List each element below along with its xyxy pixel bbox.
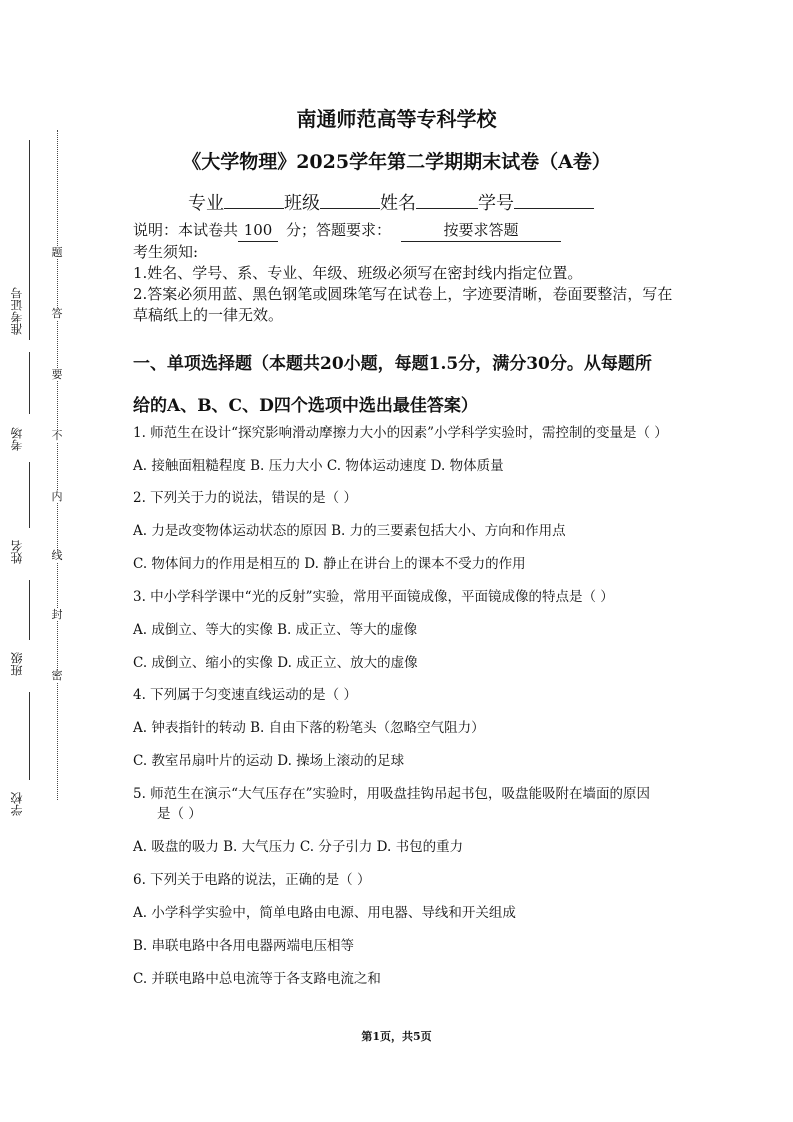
seal-char: 内 [51,490,63,503]
answer-requirement: 按要求答题 [401,220,561,242]
student-info-row [188,189,594,215]
question-2-options-1: A. 力是改变物体运动状态的原因 B. 力的三要素包括大小、方向和作用点 [133,523,566,539]
question-4-stem: 4. 下列属于匀变速直线运动的是（ ） [133,687,357,703]
seal-char: 答 [51,307,63,320]
exam-notes [133,220,678,326]
question-2-stem: 2. 下列关于力的说法，错误的是（ ） [133,490,357,506]
notes-title: 考生须知: [133,243,199,261]
notes-item-1: 1.姓名、学号、系、专业、年级、班级必须写在密封线内指定位置。 [133,264,583,282]
info-label-name: 姓名 [380,193,416,214]
section-heading-line2: 给的A、B、C、D四个选项中选出最佳答案） [133,396,478,416]
question-4-options-2: C. 教室吊扇叶片的运动 D. 操场上滚动的足球 [133,753,405,769]
question-5-options: A. 吸盘的吸力 B. 大气压力 C. 分子引力 D. 书包的重力 [133,839,464,855]
seal-char: 题 [51,246,63,259]
seal-char: 不 [51,429,63,442]
notes-item-2: 2.答案必须用蓝、黑色钢笔或圆珠笔写在试卷上，字迹要清晰，卷面要整洁，写在草稿纸上的一律无效。 [133,285,673,324]
question-1-stem: 1. 师范生在设计“探究影响滑动摩擦力大小的因素”小学科学实验时，需控制的变量是（ ） [133,425,668,441]
question-6-option-c: C. 并联电路中总电流等于各支路电流之和 [133,971,381,987]
binding-margin [10,130,70,820]
question-4-options-1: A. 钟表指针的转动 B. 自由下落的粉笔头（忽略空气阻力） [133,720,485,736]
total-score: 100 [238,220,278,242]
question-5-stem: 5. 师范生在演示“大气压存在”实验时，用吸盘挂钩吊起书包，吸盘能吸附在墙面的原因 [133,786,650,802]
info-label-student-id: 学号 [478,193,514,214]
seal-char: 封 [51,608,63,621]
notes-prefix: 说明：本试卷共 [133,221,239,239]
name-blank[interactable] [416,190,478,209]
section-heading-line1: 一、单项选择题（本题共20小题，每题1.5分，满分30分。从每题所 [133,354,652,374]
notes-mid: 分；答题要求： [286,221,392,239]
margin-field-school [10,785,32,825]
margin-field-class [10,645,32,685]
margin-label-exam-room: 考场 [10,427,24,451]
seal-line [57,130,58,800]
question-3-stem: 3. 中小学科学课中“光的反射”实验，常用平面镜成像，平面镜成像的特点是（ ） [133,589,614,605]
page-footer: 第1页，共5页 [361,1030,432,1043]
margin-line-class [29,580,30,640]
margin-label-exam-number: 准考证号 [10,287,24,335]
margin-field-name [10,533,32,573]
notes-line-1 [133,220,678,242]
question-1-options: A. 接触面粗糙程度 B. 压力大小 C. 物体运动速度 D. 物体质量 [133,458,504,474]
exam-title: 《大学物理》2025学年第二学期期末试卷（A卷） [182,151,611,173]
question-5-stem-cont: 是（ ） [157,806,202,822]
major-blank[interactable] [224,190,284,209]
class-blank[interactable] [320,190,380,209]
question-6-option-a: A. 小学科学实验中，简单电路由电源、用电器、导线和开关组成 [133,905,516,921]
info-label-class: 班级 [284,193,320,214]
seal-char: 密 [51,669,63,682]
margin-label-name: 姓名 [10,540,24,564]
question-6-stem: 6. 下列关于电路的说法，正确的是（ ） [133,872,371,888]
school-title: 南通师范高等专科学校 [296,107,497,131]
seal-char: 要 [51,368,63,381]
student-id-blank[interactable] [514,190,594,209]
question-2-options-2: C. 物体间力的作用是相互的 D. 静止在讲台上的课本不受力的作用 [133,556,526,572]
seal-char: 线 [51,549,63,562]
margin-label-class: 班级 [10,652,24,676]
margin-field-exam-room [10,420,32,460]
margin-line-exam-room [29,352,30,414]
question-3-options-1: A. 成倒立、等大的实像 B. 成正立、等大的虚像 [133,622,418,638]
question-6-option-b: B. 串联电路中各用电器两端电压相等 [133,938,355,954]
margin-label-school: 学校 [10,792,24,816]
margin-line-school [29,692,30,780]
question-3-options-2: C. 成倒立、缩小的实像 D. 成正立、放大的虚像 [133,655,418,671]
info-label-major: 专业 [188,193,224,214]
margin-line-name [29,462,30,528]
